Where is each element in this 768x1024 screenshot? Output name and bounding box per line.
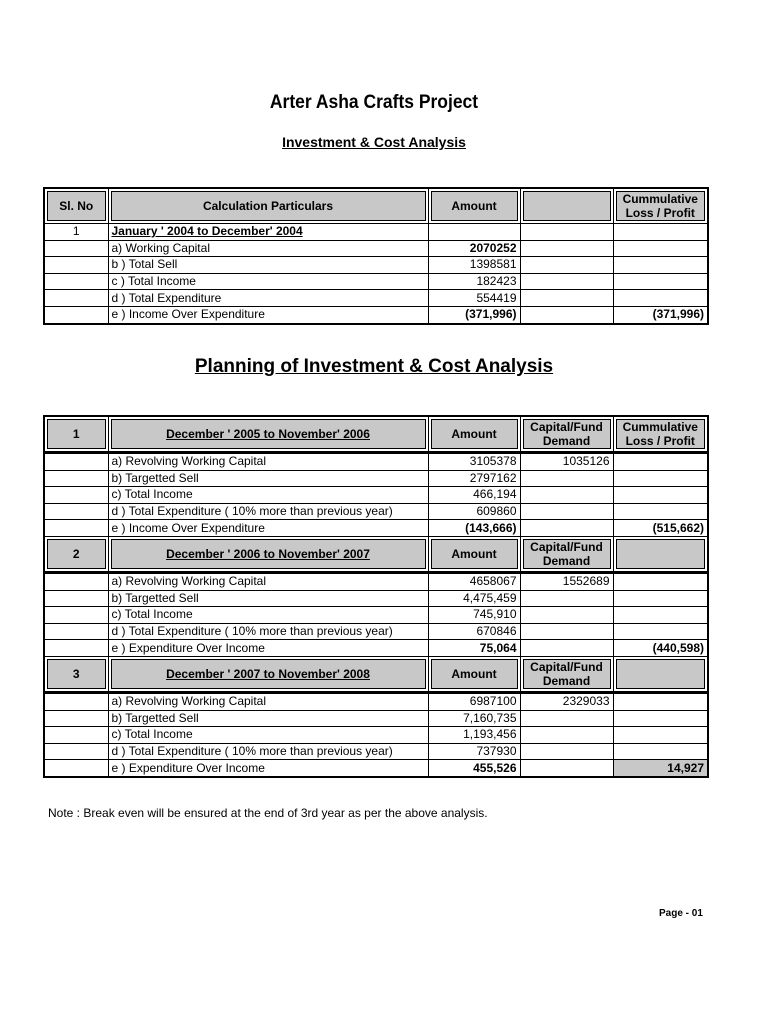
planning-title: Planning of Investment & Cost Analysis [194,356,554,377]
row-label: d ) Total Expenditure ( 10% more than previous year) [108,743,428,760]
section-number: 2 [44,536,108,572]
row-label: c) Total Income [108,487,428,504]
period-label: January ' 2004 to December' 2004 [108,224,428,241]
row-cumulative: (515,662) [613,520,708,537]
section-period: December ' 2006 to November' 2007 [108,536,428,572]
document-subtitle: Investment & Cost Analysis [282,134,466,150]
table-row [44,306,708,323]
row-label: c) Total Income [108,727,428,744]
row-label: a) Revolving Working Capital [108,453,428,471]
row-cumulative [613,607,708,624]
row-label: a) Working Capital [108,240,428,257]
row-demand [520,640,613,657]
row-amount: 4658067 [428,572,520,590]
row-demand [520,503,613,520]
section-amount-header: Amount [428,656,520,692]
row-label: e ) Expenditure Over Income [108,760,428,777]
row-demand: 1035126 [520,453,613,471]
break-even-note: Note : Break even will be ensured at the end of 3rd year as per the above analysis. [48,806,488,820]
row-demand: 2329033 [520,692,613,710]
row-demand [520,590,613,607]
row-amount: 1398581 [428,257,520,274]
table-row [44,290,708,307]
table-row [44,240,708,257]
section-demand-header: Capital/Fund Demand [520,536,613,572]
row-cumulative [613,257,708,274]
row-cumulative [613,710,708,727]
row-cumulative [613,590,708,607]
row-cumulative [613,503,708,520]
header-sl-no: Sl. No [44,188,108,224]
row-amount: 466,194 [428,487,520,504]
row-label: d ) Total Expenditure ( 10% more than previous year) [108,623,428,640]
row-amount: (371,996) [428,306,520,323]
row-label: b ) Total Sell [108,257,428,274]
table-row [44,453,708,471]
row-cumulative [613,453,708,471]
table-row [44,503,708,520]
section-period: December ' 2007 to November' 2008 [108,656,428,692]
header-particulars: Calculation Particulars [108,188,428,224]
header-amount: Amount [428,188,520,224]
row-amount: 455,526 [428,760,520,777]
table-row [44,640,708,657]
row-cumulative [613,290,708,307]
row-cumulative: 14,927 [613,760,708,777]
document-title: Arter Asha Crafts Project [269,92,479,113]
table-row [44,710,708,727]
table-row [44,623,708,640]
row-label: a) Revolving Working Capital [108,572,428,590]
table-row [44,727,708,744]
row-amount: 7,160,735 [428,710,520,727]
row-amount: 3105378 [428,453,520,471]
row-cumulative: (440,598) [613,640,708,657]
table-row [44,257,708,274]
row-cumulative [613,692,708,710]
section-number: 3 [44,656,108,692]
section-demand-header: Capital/Fund Demand [520,416,613,453]
row-cumulative [613,743,708,760]
row-amount: 2797162 [428,470,520,487]
row-amount: 609860 [428,503,520,520]
row-amount: 670846 [428,623,520,640]
row-demand [520,760,613,777]
row-demand [520,743,613,760]
investment-table [43,187,709,325]
row-label: c) Total Income [108,607,428,624]
row-label: e ) Income Over Expenditure [108,306,428,323]
row-amount: 2070252 [428,240,520,257]
section-period: December ' 2005 to November' 2006 [108,416,428,453]
row-demand [520,520,613,537]
row-cumulative [613,240,708,257]
row-amount: 4,475,459 [428,590,520,607]
row-label: a) Revolving Working Capital [108,692,428,710]
row-label: e ) Income Over Expenditure [108,520,428,537]
table-row [44,520,708,537]
section-amount-header: Amount [428,416,520,453]
header-blank [520,188,613,224]
section-cumulative-header: Cummulative Loss / Profit [613,416,708,453]
row-cumulative: (371,996) [613,306,708,323]
row-cumulative [613,487,708,504]
table-row [44,743,708,760]
section-amount-header: Amount [428,536,520,572]
section-cumulative-header [613,656,708,692]
row-amount: 6987100 [428,692,520,710]
page-number: Page - 01 [659,908,703,919]
row-cumulative [613,727,708,744]
row-cumulative [613,273,708,290]
table-row [44,590,708,607]
row-label: c ) Total Income [108,273,428,290]
table-row [44,487,708,504]
section-number: 1 [44,416,108,453]
table-row [44,760,708,777]
row-amount: 1,193,456 [428,727,520,744]
table-row [44,607,708,624]
row-label: e ) Expenditure Over Income [108,640,428,657]
row-label: b) Targetted Sell [108,710,428,727]
section-demand-header: Capital/Fund Demand [520,656,613,692]
table-row [44,273,708,290]
row-label: b) Targetted Sell [108,470,428,487]
row-demand [520,623,613,640]
table-row [44,470,708,487]
row-amount: 75,064 [428,640,520,657]
header-cumulative: Cummulative Loss / Profit [613,188,708,224]
row-cumulative [613,572,708,590]
row-cumulative [613,470,708,487]
row-amount: 737930 [428,743,520,760]
period-number: 1 [44,224,108,241]
row-amount: 554419 [428,290,520,307]
row-label: b) Targetted Sell [108,590,428,607]
row-amount: 745,910 [428,607,520,624]
table-row [44,692,708,710]
row-amount: (143,666) [428,520,520,537]
row-demand [520,487,613,504]
row-amount: 182423 [428,273,520,290]
row-demand: 1552689 [520,572,613,590]
planning-table [43,415,709,778]
row-label: d ) Total Expenditure ( 10% more than previous year) [108,503,428,520]
row-label: d ) Total Expenditure [108,290,428,307]
row-demand [520,710,613,727]
row-cumulative [613,623,708,640]
row-demand [520,607,613,624]
row-demand [520,470,613,487]
section-cumulative-header [613,536,708,572]
table-row [44,572,708,590]
row-demand [520,727,613,744]
